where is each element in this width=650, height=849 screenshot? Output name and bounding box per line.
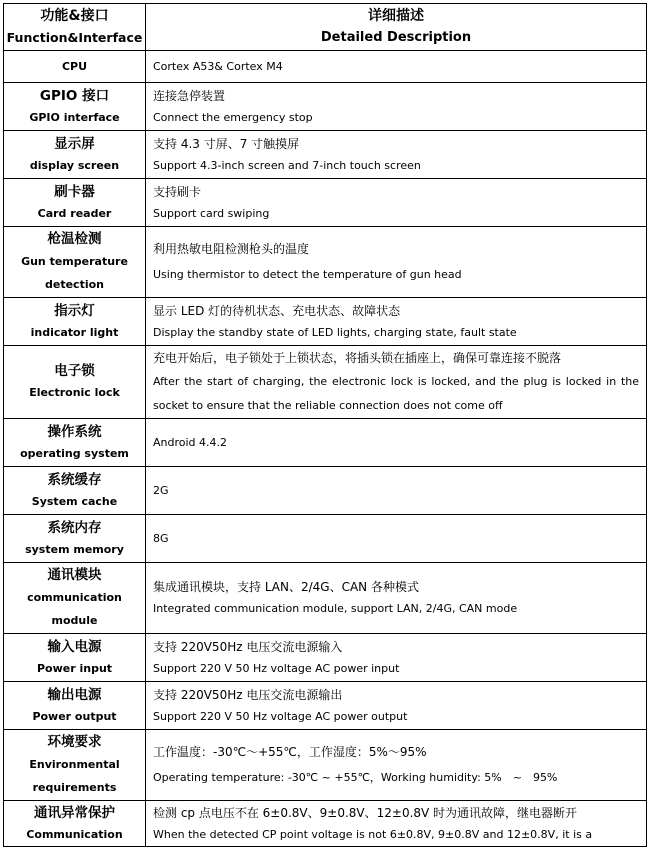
header-function-en: Function&Interface: [6, 30, 143, 45]
function-cell: [4, 682, 146, 730]
description-line: Support 220 V 50 Hz voltage AC power input: [153, 661, 400, 675]
description-line: 集成通讯模块，支持 LAN、2/4G、CAN 各种模式: [153, 580, 419, 594]
function-en: Communication: [26, 827, 123, 841]
table-row: [4, 227, 647, 298]
function-cell: [4, 419, 146, 467]
function-cell: [4, 346, 146, 419]
function-cn: 系统缓存: [47, 471, 102, 488]
description-line: 显示 LED 灯的待机状态、充电状态、故障状态: [153, 303, 401, 318]
table-row: [4, 51, 647, 83]
table-row: [4, 563, 647, 634]
header-description-cell: [146, 4, 647, 51]
description-line: Support 4.3-inch screen and 7-inch touch screen: [153, 158, 421, 172]
description-line: When the detected CP point voltage is not 6±0.8V, 9±0.8V and 12±0.8V, it is a: [153, 827, 593, 841]
header-description-en: Detailed Description: [320, 30, 472, 45]
description-cell: [146, 563, 647, 634]
description-cell: [146, 83, 647, 131]
description-line: Operating temperature: -30℃ ~ +55℃，Working humidity: 5% ~ 95%: [153, 771, 558, 784]
description-line: After the start of charging, the electronic lock is locked, and the plug is locked in the socket to ensure that the reliable connection does not come off: [153, 375, 639, 412]
description-line: Support 220 V 50 Hz voltage AC power output: [153, 709, 408, 723]
table-row: [4, 682, 647, 730]
function-cn: 刷卡器: [54, 183, 95, 200]
function-en: Card reader: [37, 206, 112, 220]
function-en: system memory: [25, 542, 124, 556]
function-cell: [4, 515, 146, 563]
function-cell: [4, 131, 146, 179]
spec-table: [3, 3, 647, 847]
table-header-row: [4, 4, 647, 51]
description-line: Android 4.4.2: [153, 435, 228, 449]
function-en: Electronic lock: [29, 386, 120, 399]
description-cell: [146, 515, 647, 563]
table-row: [4, 730, 647, 801]
description-line: Support card swiping: [153, 206, 270, 220]
table-row: [4, 298, 647, 346]
description-line: 支持 220V50Hz 电压交流电源输出: [153, 687, 343, 702]
function-cn: 通讯异常保护: [34, 804, 115, 821]
function-cn: GPIO 接口: [39, 87, 110, 104]
table-row: [4, 346, 647, 419]
description-cell: [146, 227, 647, 298]
description-cell: [146, 298, 647, 346]
function-en: indicator light: [30, 325, 119, 339]
description-line: Display the standby state of LED lights, charging state, fault state: [153, 325, 517, 339]
table-row: [4, 467, 647, 515]
function-en: display screen: [29, 158, 120, 172]
description-cell: [146, 682, 647, 730]
function-cn: 电子锁: [54, 363, 95, 379]
function-cn: 显示屏: [54, 135, 95, 152]
function-cell: [4, 634, 146, 682]
function-en: GPIO interface: [29, 110, 120, 124]
description-cell: [146, 419, 647, 467]
function-cn: 环境要求: [47, 734, 102, 750]
function-en: Environmental requirements: [29, 758, 120, 794]
function-cn: 枪温检测: [47, 231, 102, 247]
description-cell: [146, 467, 647, 515]
header-function-cn: 功能&接口: [40, 8, 109, 24]
function-en: Gun temperature detection: [21, 255, 128, 291]
function-cn: 输出电源: [47, 686, 102, 703]
function-cn: 操作系统: [47, 423, 102, 440]
function-cn: 系统内存: [47, 519, 102, 536]
function-cell: [4, 298, 146, 346]
description-cell: [146, 131, 647, 179]
description-line: 检测 cp 点电压不在 6±0.8V、9±0.8V、12±0.8V 时为通讯故障，继电器断开: [153, 805, 578, 820]
description-line: 支持 4.3 寸屏、7 寸触摸屏: [153, 136, 300, 151]
function-cell: [4, 227, 146, 298]
table-row: [4, 515, 647, 563]
function-cn: 输入电源: [47, 638, 102, 655]
function-cell: [4, 730, 146, 801]
function-cn: CPU: [61, 59, 88, 73]
description-line: 2G: [153, 483, 169, 497]
description-cell: [146, 730, 647, 801]
description-line: Connect the emergency stop: [153, 110, 313, 124]
description-line: 支持刷卡: [153, 184, 202, 199]
description-cell: [146, 801, 647, 847]
description-line: 工作温度：-30℃～+55℃，工作湿度：5%～95%: [153, 745, 427, 759]
function-cell: [4, 467, 146, 515]
table-row: [4, 419, 647, 467]
table-row: [4, 801, 647, 847]
description-cell: [146, 51, 647, 83]
description-line: 连接急停装置: [153, 88, 226, 103]
function-en: operating system: [20, 446, 129, 460]
table-row: [4, 179, 647, 227]
function-cell: [4, 801, 146, 847]
function-en: communication module: [27, 591, 122, 627]
description-cell: [146, 346, 647, 419]
table-row: [4, 83, 647, 131]
description-line: 利用热敏电阻检测枪头的温度: [153, 242, 310, 256]
description-line: 8G: [153, 531, 169, 545]
description-line: Using thermistor to detect the temperature of gun head: [153, 268, 462, 281]
description-line: Integrated communication module, support LAN, 2/4G, CAN mode: [153, 602, 518, 615]
function-en: System cache: [31, 494, 118, 508]
description-cell: [146, 179, 647, 227]
function-en: Power input: [36, 661, 113, 675]
description-line: Cortex A53& Cortex M4: [153, 59, 283, 73]
function-cn: 通讯模块: [47, 567, 102, 583]
description-line: 充电开始后，电子锁处于上锁状态，将插头锁在插座上，确保可靠连接不脱落: [153, 351, 562, 365]
function-cell: [4, 51, 146, 83]
table-row: [4, 131, 647, 179]
header-description-cn: 详细描述: [368, 8, 424, 24]
header-function-cell: [4, 4, 146, 51]
description-cell: [146, 634, 647, 682]
function-cell: [4, 179, 146, 227]
description-line: 支持 220V50Hz 电压交流电源输入: [153, 639, 343, 654]
function-cell: [4, 563, 146, 634]
function-cn: 指示灯: [54, 302, 95, 319]
function-cell: [4, 83, 146, 131]
function-en: Power output: [32, 709, 117, 723]
table-row: [4, 634, 647, 682]
